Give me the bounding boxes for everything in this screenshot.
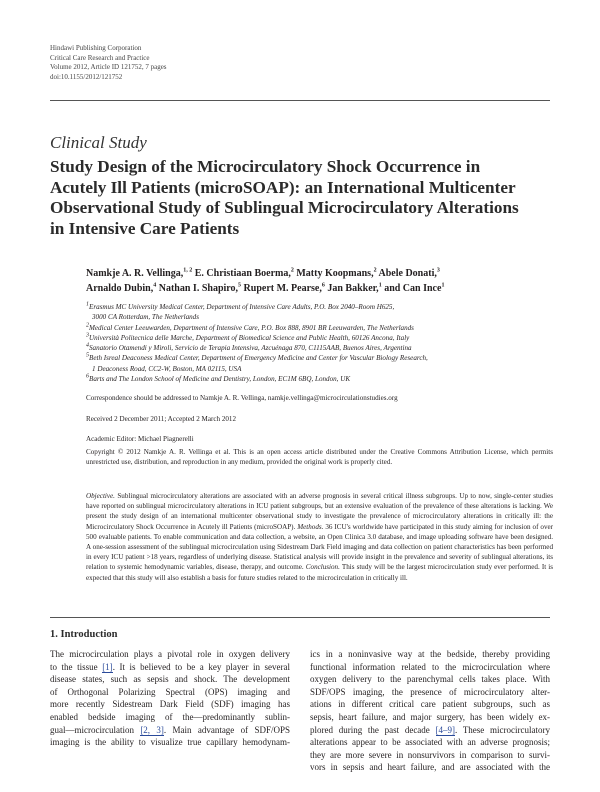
text-segment: . It is believed to be a key player in several (112, 661, 290, 672)
author-affiliation-mark: 3 (436, 267, 440, 274)
affiliation-line (86, 374, 566, 384)
author-name: and Can Ince (381, 283, 442, 294)
affiliation-text: Erasmus MC University Medical Center, Department of Intensive Care Adults, P.O. Box 2040–Room H625, (89, 303, 395, 311)
author-list (86, 266, 566, 296)
author-name: E. Christiaan Boerma, (192, 268, 291, 279)
received-dates: Received 2 December 2011; Accepted 2 March 2012 (86, 415, 237, 423)
abstract-rule (50, 617, 550, 618)
affiliation-text: Sanatorio Otamendi y Miroli, Servicio de Terapia Intensiva, Azcuénaga 870, C1115AAB, Buenos Aires, Argentina (89, 344, 412, 353)
title-line: in Intensive Care Patients (50, 218, 240, 238)
affiliation-number: 1 (86, 301, 89, 308)
text-line (310, 711, 550, 724)
affiliation-number: 6 (86, 373, 89, 380)
text-segment: disease states, such as sepsis and shock. The development (50, 674, 290, 685)
text-segment: vors in sepsis and heart failure, and are associated with the (310, 762, 550, 773)
text-line (50, 661, 290, 674)
title-line: Observational Study of Sublingual Microcirculatory Alterations (50, 198, 519, 217)
affiliation-text: 3000 CA Rotterdam, The Netherlands (92, 313, 199, 322)
header-rule (50, 100, 550, 101)
abstract-methods: 36 ICU's worldwide have participated in this study aiming for inclusion of over 500 evaluable patients. To enable communication and data collection, a website, an Open Clinica 3.0 database, and image uploading software have been designed. A one-session assessment of the sublingual microcirculation using Sidestream Dark Field imaging and data collection on patient characteristics has been performed in every ICU patient >18 years, regardless of underlying disease. Statistical analysis will provide insight in the prevalence and severity of sublingual alterations, its relation to systemic hemodynamic variables, disease, therapy, and outcome. (86, 522, 553, 572)
text-segment: more recently Sidestream Dark Field (SDF) imaging has (50, 699, 290, 710)
affiliation-number: 2 (86, 322, 89, 329)
affiliation-number: 3 (86, 332, 89, 339)
text-segment: of Orthogonal Polarizing Spectral (OPS) imaging and (50, 686, 290, 697)
abstract-conclusion-label: Conclusion. (303, 563, 340, 572)
article-type: Clinical Study (50, 133, 147, 152)
author-affiliation-mark: 6 (321, 282, 325, 289)
affiliation-line (86, 364, 566, 374)
author-affiliation-mark: 1 (378, 282, 382, 289)
text-segment: imaging is the ability to visualize true capillary hemodynam- (50, 737, 290, 748)
citation-link[interactable]: [4–9] (435, 724, 456, 735)
text-segment: alterations appear to be associated with an adverse prognosis; (310, 737, 550, 748)
text-segment: . These microcirculatory (455, 724, 550, 735)
intro-right-column (310, 648, 550, 774)
affiliation-text: Medical Center Leeuwarden, Department of Intensive Care, P.O. Box 888, 8901 BR Leeuwarden, The Netherlands (89, 323, 414, 332)
text-segment: . Main advantage of SDF/OPS (163, 724, 290, 735)
text-segment: functional information related to the microcirculation where (310, 661, 550, 672)
abstract-methods-label: Methods. (295, 522, 324, 531)
abstract-objective: Sublingual microcirculatory alterations are associated with an adverse prognosis in several critical illness subgroups. Up to now, single-center studies have reported on sublingual microcirculatory alterations in ICU patient subgroups, but an extensive evaluation of the prevalence of these alterations is lacking. We present the study design of an international multicenter observational study to investigate the prevalence of microcirculatory alterations in critically ill: the Microcirculatory Shock Occurrence in Acutely ill Patients (microSOAP). (86, 492, 553, 531)
section-heading: 1. Introduction (50, 629, 118, 640)
text-line (310, 661, 550, 674)
author-name: Arnaldo Dubin, (86, 283, 154, 294)
author-affiliation-mark: 2 (290, 267, 294, 274)
title-line: Study Design of the Microcirculatory Shock Occurrence in (50, 157, 481, 176)
text-line (310, 648, 550, 661)
correspondence: Correspondence should be addressed to Namkje A. R. Vellinga, namkje.vellinga@microcirculationstudies.org (86, 394, 398, 402)
author-affiliation-mark: 1 (441, 282, 445, 289)
text-segment: ics in a noninvasive way at the bedside, thereby providing (310, 649, 550, 659)
citation-link[interactable]: [2, 3] (140, 724, 164, 735)
author-affiliation-mark: 5 (238, 282, 242, 289)
author-name: Matty Koopmans, (293, 268, 374, 279)
affiliation-number: 4 (86, 342, 89, 349)
authors-line (86, 266, 566, 281)
affiliation-text: Barts and The London School of Medicine and Dentistry, London, EC1M 6BQ, London, UK (89, 375, 351, 384)
publisher: Hindawi Publishing Corporation (50, 44, 142, 52)
text-segment: SDF/OPS imaging, the presence of microcirculatory alter- (310, 686, 550, 697)
text-line (50, 648, 290, 661)
text-segment: to the tissue (50, 661, 103, 672)
title-line: Acutely Ill Patients (microSOAP): an International Multicenter (50, 177, 516, 197)
text-line (50, 711, 290, 724)
author-name: Namkje A. R. Vellinga, (86, 268, 184, 279)
author-name: Jan Bakker, (324, 283, 379, 294)
text-segment: sepsis, heart failure, and major surgery, has been widely ex- (310, 711, 550, 722)
affiliation-number: 5 (86, 353, 89, 360)
author-name: Rupert M. Pearse, (241, 283, 322, 294)
affiliation-line (86, 353, 566, 363)
authors-line (86, 281, 566, 296)
text-line (310, 686, 550, 699)
text-line (50, 736, 290, 749)
abstract (86, 491, 553, 583)
affiliation-text: Università Politecnica delle Marche, Department of Biomedical Science and Public Health, 60126 Ancona, Italy (89, 333, 410, 342)
text-line (50, 724, 290, 737)
text-line (310, 673, 550, 686)
affiliation-text: 1 Deaconess Road, CC2-W, Boston, MA 02115, USA (92, 364, 242, 373)
text-segment: The microcirculation plays a pivotal role in oxygen delivery (50, 649, 290, 659)
abstract-objective-label: Objective. (86, 492, 115, 500)
text-line (310, 698, 550, 711)
text-segment: they are more severe in nonsurvivors in comparison to survi- (310, 749, 550, 760)
text-segment: enabled bedside imaging of the—predominantly sublin- (50, 711, 290, 722)
text-line (310, 736, 550, 749)
publication-info (50, 44, 167, 82)
text-line (50, 686, 290, 699)
journal-name: Critical Care Research and Practice (50, 53, 150, 62)
author-name: Abele Donati, (376, 268, 437, 279)
author-affiliation-mark: 1, 2 (183, 267, 193, 274)
text-line (310, 724, 550, 737)
text-segment: plored during the past decade (310, 724, 436, 735)
text-line (50, 698, 290, 711)
text-segment: gual—microcirculation (50, 724, 141, 735)
intro-left-column (50, 648, 290, 749)
volume-info: Volume 2012, Article ID 121752, 7 pages (50, 63, 167, 71)
academic-editor: Academic Editor: Michael Piagnerelli (86, 435, 194, 443)
text-line (310, 749, 550, 762)
text-segment: ations in different critical care patient subgroups, such as (310, 699, 550, 710)
text-segment: oxygen delivery to the parenchymal cells takes place. With (310, 674, 550, 685)
doi: doi:10.1155/2012/121752 (50, 72, 123, 81)
affiliation-line (86, 302, 566, 312)
affiliation-line (86, 333, 566, 343)
citation-link[interactable]: [1] (102, 661, 113, 672)
affiliation-line (86, 312, 566, 322)
affiliation-line (86, 323, 566, 333)
affiliations (86, 302, 566, 384)
affiliation-text: Beth Isreal Deaconess Medical Center, Department of Emergency Medicine and Center for Vascular Biology Research, (89, 354, 428, 363)
author-name: Nathan I. Shapiro, (156, 283, 239, 294)
text-line (310, 761, 550, 774)
abstract-conclusion: This study will be the largest microcirculation study ever performed. It is expected that this study will also establish a basis for future studies related to the microcirculation in critically ill. (86, 563, 553, 582)
text-line (50, 673, 290, 686)
author-affiliation-mark: 4 (153, 282, 157, 289)
author-affiliation-mark: 2 (373, 267, 377, 274)
affiliation-line (86, 343, 566, 353)
copyright-notice: Copyright © 2012 Namkje A. R. Vellinga et al. This is an open access article distributed under the Creative Commons Attribution License, which permits unrestricted use, distribution, and reproduction in any medium, provided the original work is properly cited. (86, 448, 553, 467)
article-title (50, 157, 560, 239)
